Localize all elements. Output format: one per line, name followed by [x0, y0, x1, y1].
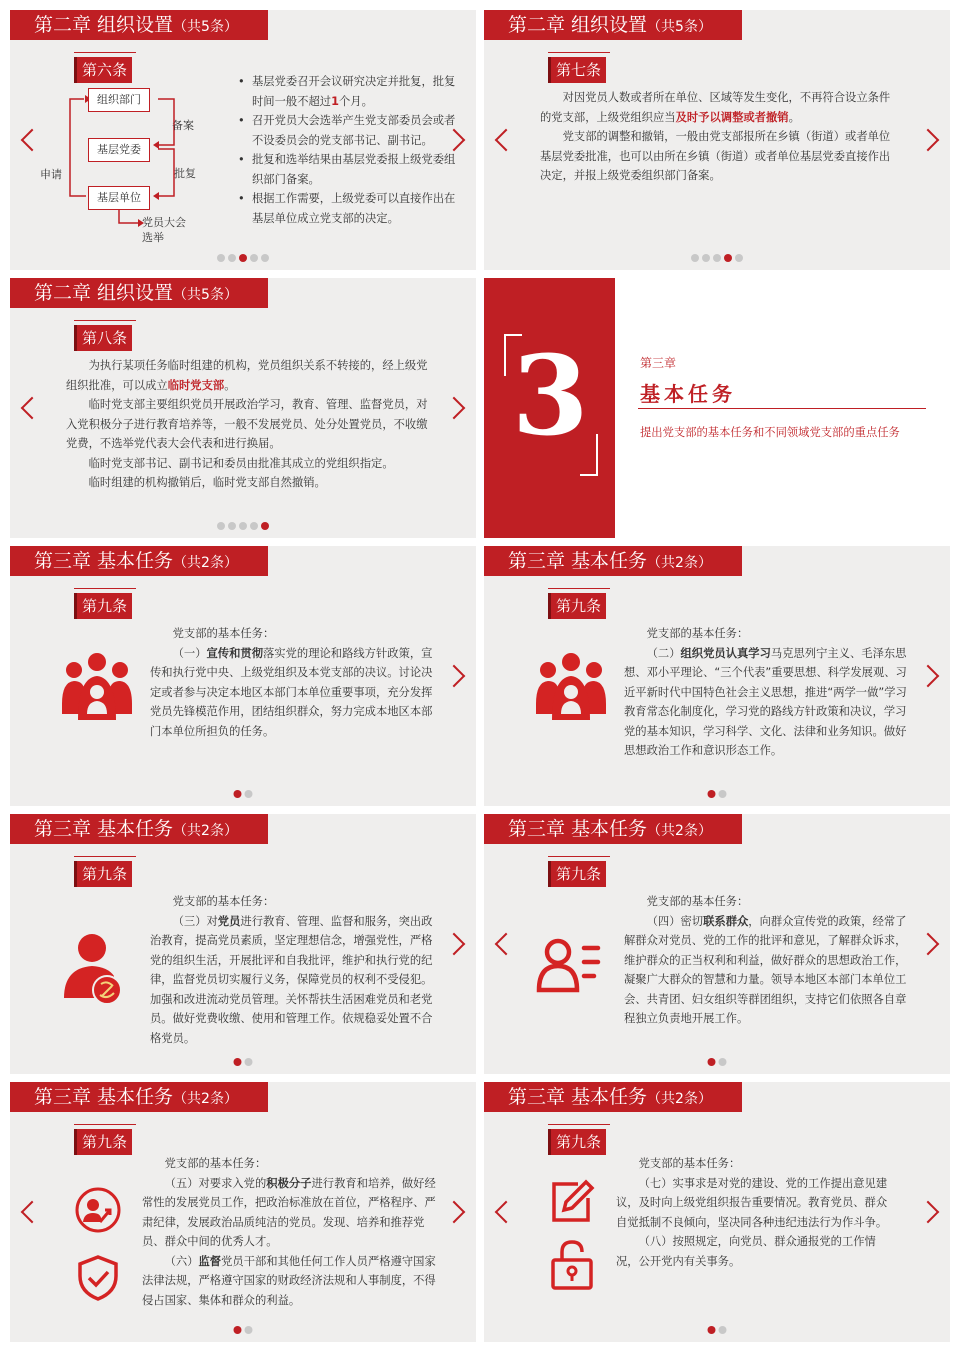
- page-dot-active[interactable]: [234, 1326, 242, 1334]
- chapter-label: 第三章: [640, 356, 677, 370]
- pagination-dots[interactable]: [708, 1326, 727, 1334]
- pagination-dots[interactable]: [234, 1058, 253, 1066]
- article-text: [66, 356, 430, 493]
- next-arrow-icon[interactable]: [443, 1201, 466, 1224]
- flow-box-base-unit: 基层单位: [88, 186, 150, 210]
- page-dot-active[interactable]: [708, 1326, 716, 1334]
- slide-article-9-part-5: [10, 1082, 476, 1342]
- prev-arrow-icon[interactable]: [495, 1201, 518, 1224]
- page-dot[interactable]: [217, 522, 225, 530]
- page-dot[interactable]: [702, 254, 710, 262]
- flow-label-election-1: 党员大会: [142, 216, 186, 229]
- page-dot[interactable]: [250, 522, 258, 530]
- paragraph: （五）对要求入党的积极分子进行教育和培养，做好经常性的发展党员工作，把政治标准放在首位，严格程序、严肃纪律，发展政治品质纯洁的党员。发现、培养和推荐党员、群众中间的优秀人才。: [142, 1176, 436, 1248]
- prev-arrow-icon[interactable]: [495, 933, 518, 956]
- article-tag: 第九条: [74, 1129, 132, 1155]
- group-people-icon: [534, 652, 608, 724]
- slide-article-9-part-6: [484, 1082, 950, 1342]
- training-activist-icon: [74, 1186, 122, 1234]
- article-tag: 第八条: [74, 325, 132, 351]
- shield-check-icon: [76, 1254, 120, 1302]
- article-tag: 第九条: [74, 861, 132, 887]
- bullet-item: • 根据工作需要，上级党委可以直接作出在基层单位成立党支部的决定。: [238, 189, 456, 228]
- unlock-icon: [548, 1238, 596, 1292]
- page-dot[interactable]: [713, 254, 721, 262]
- flow-label-apply: 申请: [40, 168, 62, 181]
- divider: [638, 408, 926, 409]
- page-dot[interactable]: [245, 790, 253, 798]
- prev-arrow-icon[interactable]: [495, 129, 518, 152]
- article-tag: 第九条: [548, 593, 606, 619]
- article-tag: 第七条: [548, 57, 606, 83]
- page-dot[interactable]: [228, 522, 236, 530]
- page-dot[interactable]: [245, 1058, 253, 1066]
- paragraph: （八）按照规定，向党员、群众通报党的工作情况，公开党内有关事务。: [616, 1235, 876, 1268]
- slide-header: 第二章 组织设置（共5条）: [10, 278, 268, 308]
- edit-document-icon: [548, 1178, 596, 1226]
- pagination-dots[interactable]: [708, 1058, 727, 1066]
- article-text: [150, 892, 438, 1048]
- chapter-numeral: 3: [512, 331, 589, 460]
- slide-header: 第三章 基本任务（共2条）: [10, 814, 268, 844]
- page-dot-active[interactable]: [708, 1058, 716, 1066]
- next-arrow-icon[interactable]: [917, 1201, 940, 1224]
- page-dot[interactable]: [719, 1058, 727, 1066]
- paragraph: （二）组织党员认真学习马克思列宁主义、毛泽东思想、邓小平理论、“三个代表”重要思想、科学发展观、习近平新时代中国特色社会主义思想，推进“两学一做”学习教育常态化制度化，学习党的路线方针政策和决议，学习党的基本知识，学习科学、文化、法律和业务知识。做好思想政治工作和意识形态工作。: [624, 646, 907, 757]
- intro-text: 党支部的基本任务：: [646, 627, 749, 640]
- next-arrow-icon[interactable]: [443, 665, 466, 688]
- article-text: [616, 1154, 894, 1271]
- article-text: [624, 892, 914, 1029]
- intro-text: 党支部的基本任务：: [164, 1157, 267, 1170]
- page-dot-active[interactable]: [239, 254, 247, 262]
- article-text: [142, 1154, 438, 1310]
- group-people-icon: [60, 652, 134, 724]
- paragraph: 为执行某项任务临时组建的机构，党员组织关系不转接的，经上级党组织批准，可以成立临时党支部。: [66, 359, 428, 392]
- next-arrow-icon[interactable]: [917, 933, 940, 956]
- page-dot[interactable]: [217, 254, 225, 262]
- paragraph: （七）实事求是对党的建设、党的工作提出意见建议，及时向上级党组织报告重要情况。教育党员、群众自觉抵制不良倾向，坚决同各种违纪违法行为作斗争。: [616, 1176, 888, 1229]
- chapter-number-panel: [484, 278, 615, 538]
- paragraph: 临时党支部主要组织党员开展政治学习，教育、管理、监督党员，对入党积极分子进行教育培养等，一般不发展党员、处分处置党员，不收缴党费，不选举党代表大会代表和进行换届。: [66, 398, 428, 450]
- intro-text: 党支部的基本任务：: [646, 895, 749, 908]
- article-tag: 第九条: [548, 861, 606, 887]
- next-arrow-icon[interactable]: [917, 665, 940, 688]
- intro-text: 党支部的基本任务：: [638, 1157, 741, 1170]
- pagination-dots[interactable]: [217, 522, 269, 530]
- contact-user-icon: [536, 938, 602, 994]
- page-dot[interactable]: [719, 1326, 727, 1334]
- intro-text: 党支部的基本任务：: [172, 895, 275, 908]
- bullet-list-text: [238, 72, 456, 228]
- slide-header: 第三章 基本任务（共2条）: [10, 546, 268, 576]
- slide-header: 第二章 组织设置（共5条）: [10, 10, 268, 40]
- page-dot[interactable]: [261, 254, 269, 262]
- slide-chapter-3: [484, 278, 950, 538]
- pagination-dots[interactable]: [708, 790, 727, 798]
- paragraph: 对因党员人数或者所在单位、区域等发生变化，不再符合设立条件的党支部，上级党组织应当及时予以调整或者撤销。: [540, 91, 891, 124]
- slide-header: 第二章 组织设置（共5条）: [484, 10, 742, 40]
- page-dot-active[interactable]: [724, 254, 732, 262]
- next-arrow-icon[interactable]: [917, 129, 940, 152]
- page-dot[interactable]: [719, 790, 727, 798]
- slide-article-8: [10, 278, 476, 538]
- prev-arrow-icon[interactable]: [21, 1201, 44, 1224]
- next-arrow-icon[interactable]: [443, 397, 466, 420]
- page-dot[interactable]: [245, 1326, 253, 1334]
- intro-text: 党支部的基本任务：: [172, 627, 275, 640]
- page-dot[interactable]: [691, 254, 699, 262]
- article-tag: 第九条: [74, 593, 132, 619]
- bullet-item: • 批复和选举结果由基层党委报上级党委组织部门备案。: [238, 150, 456, 189]
- page-dot-active[interactable]: [234, 1058, 242, 1066]
- paragraph: （四）密切联系群众，向群众宣传党的政策，经常了解群众对党员、党的工作的批评和意见，了解群众诉求，维护群众的正当权利和利益，做好群众的思想政治工作，凝聚广大群众的智慧和力量。领导本地区本部门本单位工会、共青团、妇女组织等群团组织，支持它们依照各自章程独立负责地开展工作。: [624, 914, 907, 1025]
- paragraph: 党支部的调整和撤销，一般由党支部报所在乡镇（街道）或者单位基层党委批准，也可以由所在乡镇（街道）或者单位基层党委直接作出决定，并报上级党委组织部门备案。: [540, 130, 891, 182]
- slide-header: 第三章 基本任务（共2条）: [484, 546, 742, 576]
- page-dot[interactable]: [228, 254, 236, 262]
- flow-box-org-dept: 组织部门: [88, 88, 150, 112]
- slide-article-9-part-3: [10, 814, 476, 1074]
- page-dot-active[interactable]: [261, 522, 269, 530]
- article-tag: 第九条: [548, 1129, 606, 1155]
- slide-article-7: [484, 10, 950, 270]
- slide-article-6: [10, 10, 476, 270]
- paragraph: 临时组建的机构撤销后，临时党支部自然撤销。: [88, 476, 326, 489]
- pagination-dots[interactable]: [217, 254, 269, 262]
- party-member-icon: [62, 932, 124, 1006]
- paragraph: 临时党支部书记、副书记和委员由批准其成立的党组织指定。: [88, 456, 394, 470]
- next-arrow-icon[interactable]: [443, 933, 466, 956]
- bullet-item: • 召开党员大会选举产生党支部委员会或者不设委员会的党支部书记、副书记。: [238, 111, 456, 150]
- chapter-description: 提出党支部的基本任务和不同领域党支部的重点任务: [640, 426, 900, 439]
- slide-header: 第三章 基本任务（共2条）: [484, 814, 742, 844]
- page-dot-active[interactable]: [708, 790, 716, 798]
- flow-label-file: 备案: [172, 119, 194, 132]
- page-dot-active[interactable]: [234, 790, 242, 798]
- slide-header: 第三章 基本任务（共2条）: [484, 1082, 742, 1112]
- bullet-item: • 基层党委召开会议研究决定并批复，批复时间一般不超过1个月。: [238, 72, 456, 111]
- article-text: [150, 624, 436, 741]
- slide-header: 第三章 基本任务（共2条）: [10, 1082, 268, 1112]
- article-tag: 第六条: [74, 57, 132, 83]
- flow-label-approve: 批复: [174, 167, 196, 180]
- pagination-dots[interactable]: [234, 1326, 253, 1334]
- slide-article-9-part-1: [10, 546, 476, 806]
- page-dot[interactable]: [239, 522, 247, 530]
- slide-article-9-part-4: [484, 814, 950, 1074]
- article-text: [624, 624, 910, 761]
- pagination-dots[interactable]: [691, 254, 743, 262]
- slide-article-9-part-2: [484, 546, 950, 806]
- chapter-title: 基本任务: [640, 382, 736, 406]
- flow-box-party-committee: 基层党委: [88, 138, 150, 162]
- page-dot[interactable]: [250, 254, 258, 262]
- article-text: [540, 88, 896, 186]
- pagination-dots[interactable]: [234, 790, 253, 798]
- paragraph: （一）宣传和贯彻落实党的理论和路线方针政策，宣传和执行党中央、上级党组织及本党支部的决议。讨论决定或者参与决定本地区本部门本单位重要事项，充分发挥党员先锋模范作用，团结组织群众，努力完成本地区本部门本单位所担负的任务。: [150, 646, 433, 738]
- prev-arrow-icon[interactable]: [21, 397, 44, 420]
- paragraph: （六）监督党员干部和其他任何工作人员严格遵守国家法律法规，严格遵守国家的财政经济法规和人事制度，不得侵占国家、集体和群众的利益。: [142, 1254, 436, 1307]
- flow-label-election-2: 选举: [142, 231, 164, 244]
- page-dot[interactable]: [735, 254, 743, 262]
- paragraph: （三）对党员进行教育、管理、监督和服务，突出政治教育，提高党员素质，坚定理想信念，增强党性，严格党的组织生活，开展批评和自我批评，维护和执行党的纪律，监督党员切实履行义务，保障党员的权利不受侵犯。加强和改进流动党员管理。关怀帮扶生活困难党员和老党员。做好党费收缴、使用和管理工作。依规稳妥处置不合格党员。: [150, 914, 433, 1045]
